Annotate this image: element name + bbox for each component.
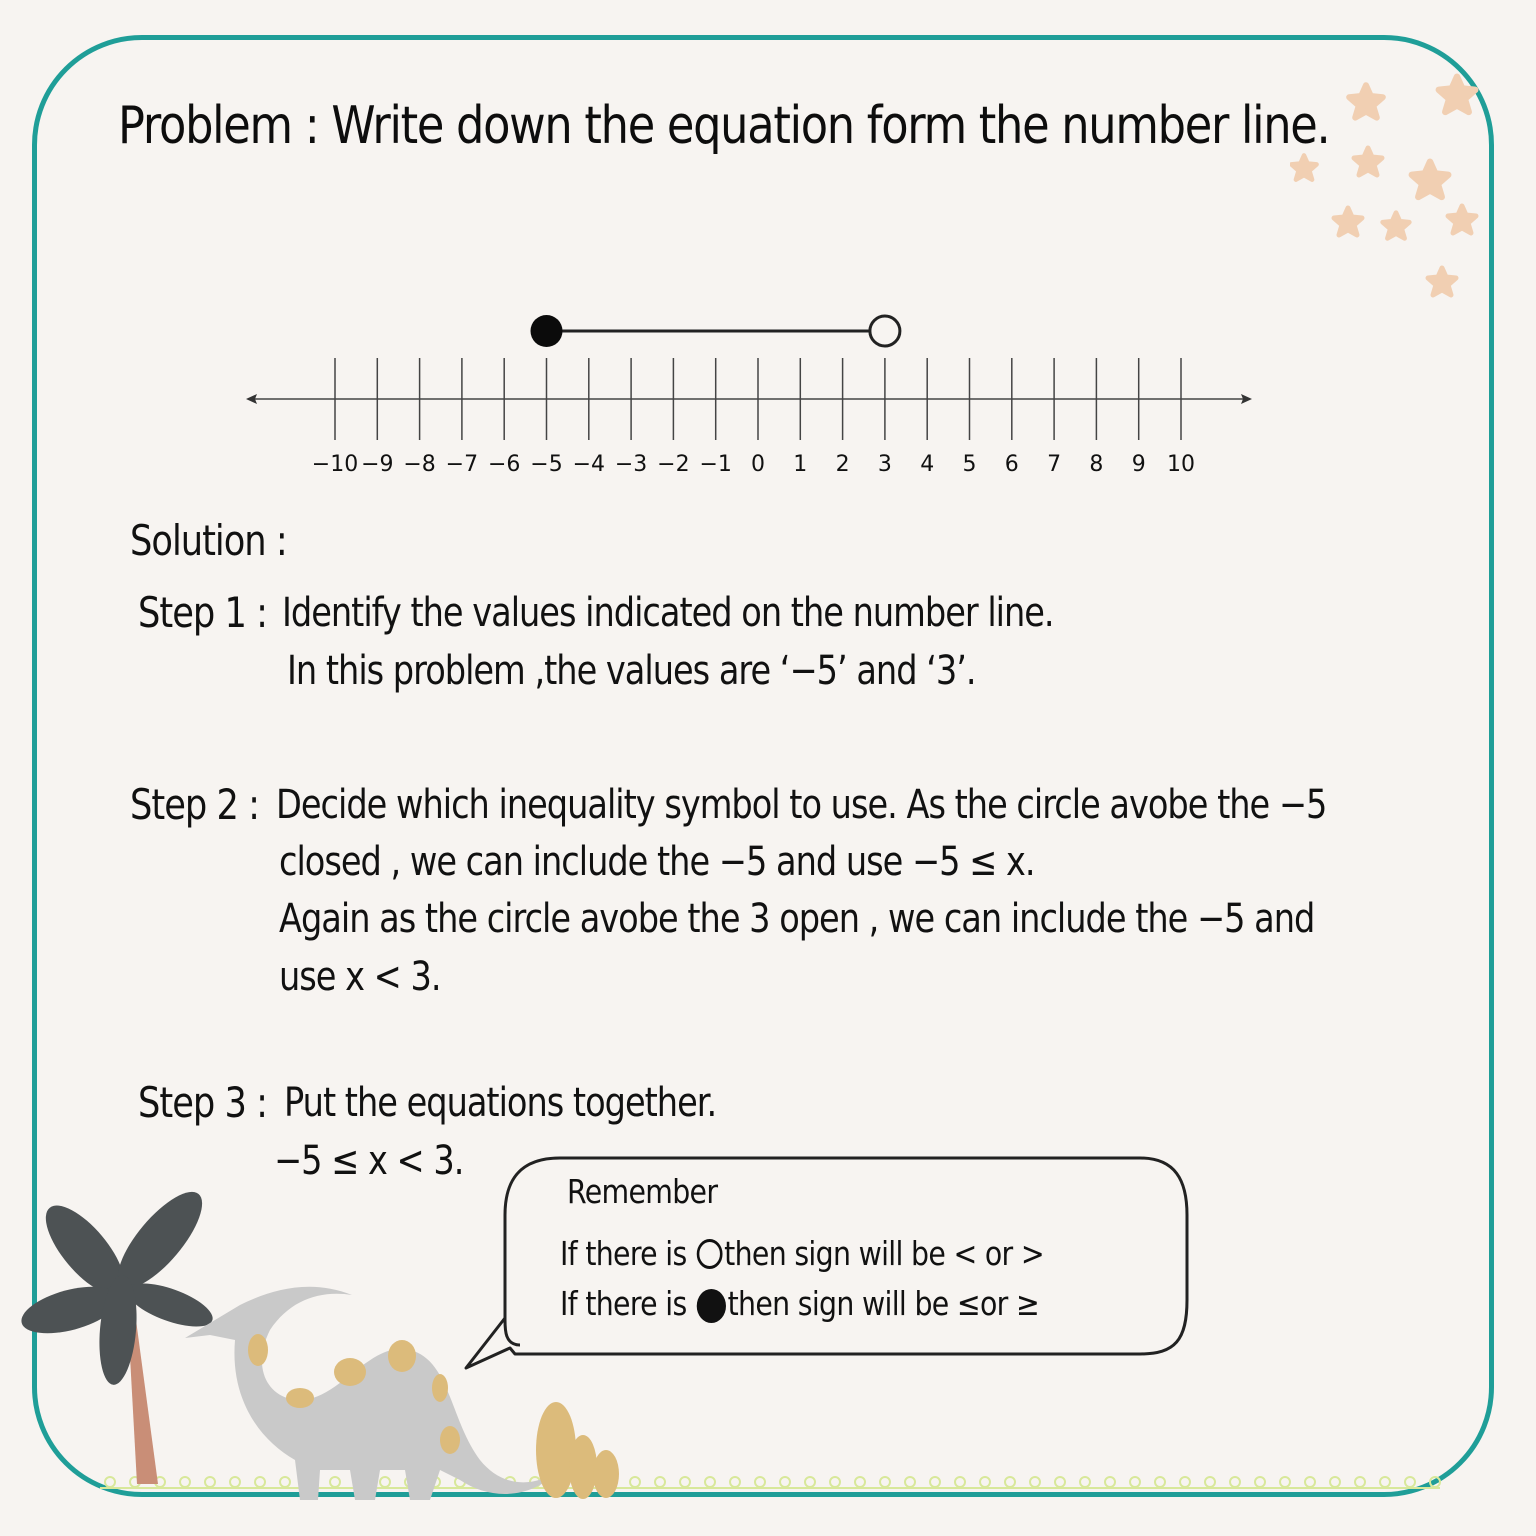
svg-text:−8: −8 xyxy=(403,452,436,477)
step2-line1: Decide which inequality symbol to use. As the circle avobe the −5 xyxy=(276,782,1327,828)
star-icon xyxy=(1349,85,1383,117)
svg-text:9: 9 xyxy=(1131,452,1146,477)
closed-circle-icon xyxy=(697,1289,726,1323)
step2-line3: Again as the circle avobe the 3 open , we can include the −5 and xyxy=(279,896,1315,942)
number-line xyxy=(240,300,1260,490)
palm-tree-icon xyxy=(17,1180,218,1484)
star-icon xyxy=(1448,206,1476,233)
star-icon xyxy=(1354,148,1382,175)
remember-closed-rule xyxy=(560,1284,1039,1323)
svg-text:−3: −3 xyxy=(614,452,648,477)
open-circle-icon xyxy=(870,316,900,346)
solution-heading: Solution : xyxy=(130,516,287,565)
remember-heading: Remember xyxy=(567,1172,718,1211)
svg-text:−5: −5 xyxy=(530,452,563,477)
open-rule-suffix: then sign will be < or > xyxy=(724,1234,1044,1273)
closed-rule-prefix: If there is xyxy=(560,1284,687,1323)
step3-answer: −5 ≤ x < 3. xyxy=(274,1138,464,1184)
star-icon xyxy=(1334,208,1362,235)
step2-line2: closed , we can include the −5 and use −5 ≤ x. xyxy=(279,839,1035,885)
step2-label: Step 2 : xyxy=(130,780,260,829)
svg-text:5: 5 xyxy=(962,452,977,477)
svg-text:8: 8 xyxy=(1089,452,1104,477)
step3-label: Step 3 : xyxy=(138,1078,268,1127)
problem-title: Problem : Write down the equation form the number line. xyxy=(118,96,1330,156)
step1-line1: Identify the values indicated on the number line. xyxy=(282,590,1054,636)
svg-text:−4: −4 xyxy=(572,452,606,477)
svg-text:−9: −9 xyxy=(361,452,394,477)
svg-text:10: 10 xyxy=(1167,452,1195,477)
closed-rule-suffix: then sign will be ≤or ≥ xyxy=(727,1284,1040,1323)
svg-text:−10: −10 xyxy=(311,452,359,477)
star-icon xyxy=(1412,162,1448,197)
star-icon xyxy=(1439,77,1475,112)
star-icon xyxy=(1383,213,1410,239)
star-icon xyxy=(1291,155,1316,179)
closed-circle-icon xyxy=(531,315,563,347)
step1-label: Step 1 : xyxy=(138,588,268,637)
svg-text:3: 3 xyxy=(877,452,892,477)
open-rule-prefix: If there is xyxy=(560,1234,687,1273)
step3-line1: Put the equations together. xyxy=(284,1080,717,1126)
svg-text:4: 4 xyxy=(920,452,935,477)
svg-text:−1: −1 xyxy=(699,452,732,477)
open-circle-icon xyxy=(697,1239,723,1269)
svg-text:−7: −7 xyxy=(445,452,479,477)
svg-text:−2: −2 xyxy=(657,452,690,477)
svg-text:6: 6 xyxy=(1004,452,1019,477)
bush-icon xyxy=(536,1402,619,1499)
svg-text:0: 0 xyxy=(751,452,765,477)
step2-line4: use x < 3. xyxy=(279,954,441,1000)
remember-open-rule xyxy=(560,1234,1044,1273)
svg-text:7: 7 xyxy=(1047,452,1062,477)
step1-line2: In this problem ,the values are ‘−5’ and ‘3’. xyxy=(287,648,976,694)
svg-text:1: 1 xyxy=(793,452,808,477)
star-icon xyxy=(1428,268,1456,295)
svg-text:−6: −6 xyxy=(487,452,521,477)
svg-text:2: 2 xyxy=(835,452,850,477)
